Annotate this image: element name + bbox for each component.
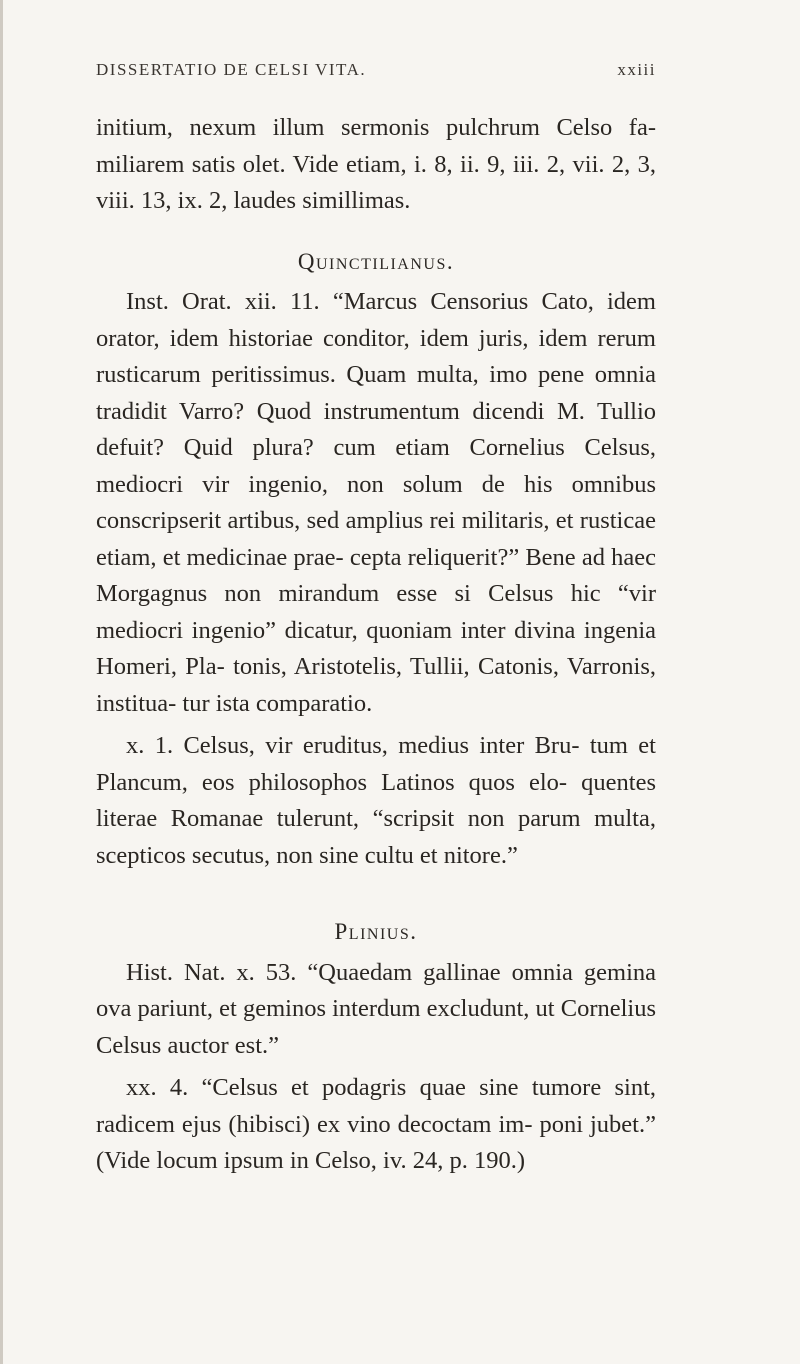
section-heading-quinctilianus: Quinctilianus. — [297, 248, 455, 274]
section-heading-plinius: Plinius. — [334, 919, 418, 944]
body-text — [96, 110, 656, 1180]
paragraph-plinius-gallinae: Hist. Nat. x. 53. “Quaedam gallinae omnia gemina ova pariunt, et geminos interdum excludunt, ut Cornelius Celsus auctor est.” — [96, 958, 656, 1059]
paragraph-plinius-podagris: xx. 4. “Celsus et podagris quae sine tumore sint, radicem ejus (hibisci) ex vino decoctam im- poni jubet.” (Vide locum ipsum in Celso, iv. 24, p. 190.) — [96, 1074, 656, 1174]
running-head — [96, 60, 656, 80]
page-edge — [0, 0, 3, 1364]
running-head-title: DISSERTATIO DE CELSI VITA. — [96, 60, 367, 79]
paragraph-continuation: initium, nexum illum sermonis pulchrum Celso fa- miliarem satis olet. Vide etiam, i. 8, ii. 9, iii. 2, vii. 2, 3, viii. 13, ix. 2, laudes simillimas. — [96, 114, 656, 214]
paragraph-celsus-eruditus: x. 1. Celsus, vir eruditus, medius inter Bru- tum et Plancum, eos philosophos Latinos quos elo- quentes literae Romanae tulerunt, “scripsit non parum multa, scepticos secutus, non sine cultu et nitore.” — [96, 732, 656, 869]
page-number: xxiii — [617, 60, 656, 79]
paragraph-quinctilianus-quote: Inst. Orat. xii. 11. “Marcus Censorius Cato, idem orator, idem historiae conditor, idem juris, idem rerum rusticarum peritissimus. Quam multa, imo pene omnia tradidit Varro? Quod instrumentum dicendi M. Tullio defuit? Quid plura? cum etiam Cornelius Celsus, mediocri vir ingenio, non solum de his omnibus conscripserit artibus, sed amplius rei militaris, et rusticae etiam, et medicinae prae- cepta reliquerit?” Bene ad haec Morgagnus non mirandum esse si Celsus hic “vir mediocri ingenio” dicatur, quoniam inter divina ingenia Homeri, Pla- tonis, Aristotelis, Tullii, Catonis, Varronis, institua- tur ista comparatio. — [96, 288, 656, 717]
